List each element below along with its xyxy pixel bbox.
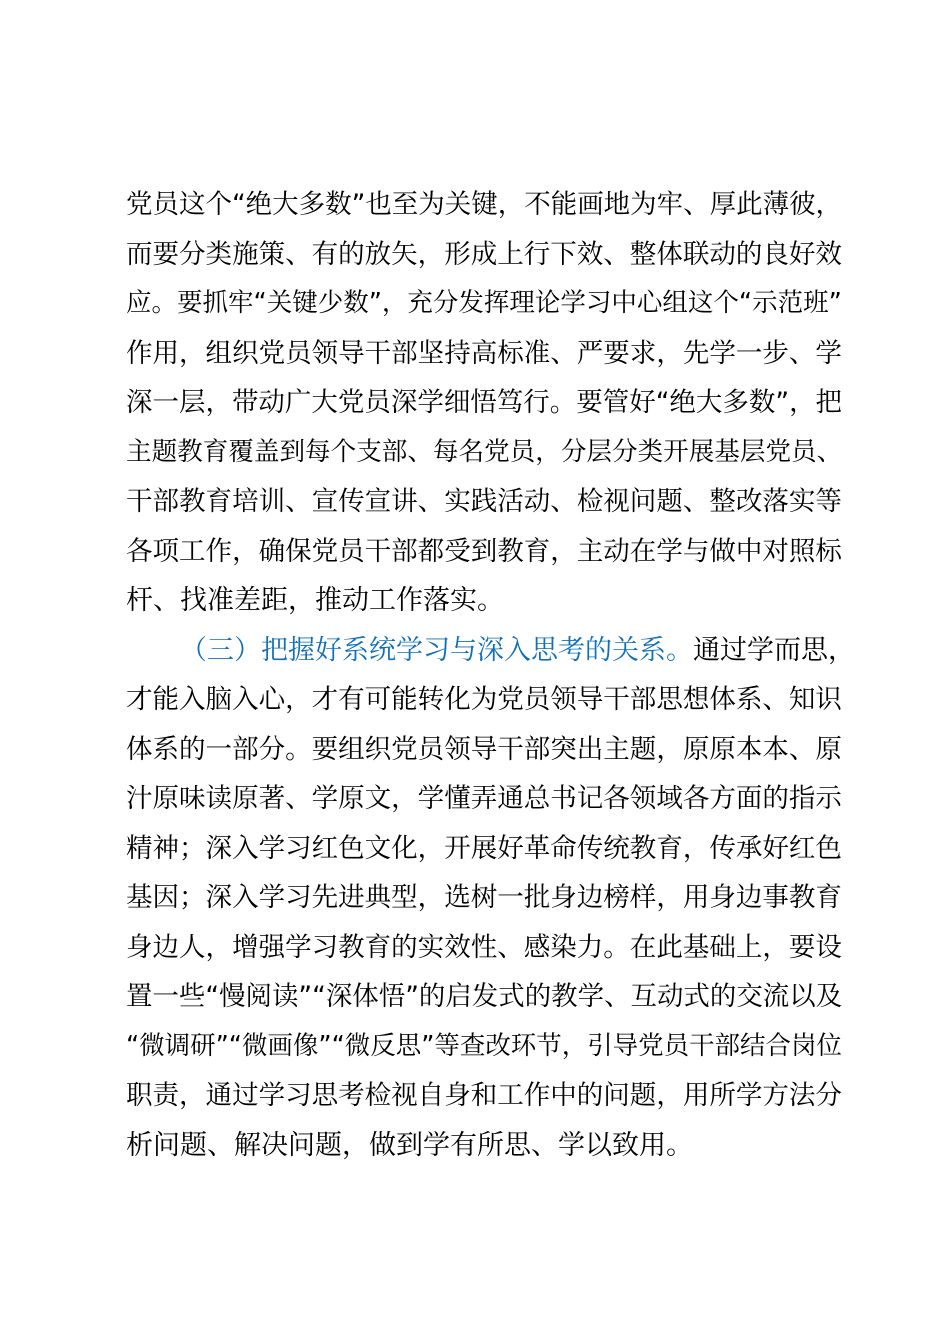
text-line: 体系的一部分。要组织党员领导干部突出主题，原原本本、原 <box>126 733 842 765</box>
text-line: 作用，组织党员领导干部坚持高标准、严要求，先学一步、学 <box>126 337 842 369</box>
text-line: 精神；深入学习红色文化，开展好革命传统教育，传承好红色 <box>126 832 842 864</box>
paragraph-2 <box>126 626 855 1171</box>
text-line: 才能入脑入心，才有可能转化为党员领导干部思想体系、知识 <box>126 684 842 715</box>
heading-line-rest: 通过学而思， <box>693 634 855 666</box>
text-line: 析问题、解决问题，做到学有所思、学以致用。 <box>126 1129 693 1161</box>
text-line: 汁原味读原著、学原文，学懂弄通总书记各领域各方面的指示 <box>126 783 842 814</box>
text-line <box>126 626 855 676</box>
text-line: 基因；深入学习先进典型，选树一批身边榜样，用身边事教育 <box>126 882 842 913</box>
text-line: 主题教育覆盖到每个支部、每名党员，分层分类开展基层党员、 <box>126 436 843 467</box>
document-body <box>126 180 855 1170</box>
text-line: 党员这个“绝大多数”也至为关键，不能画地为牢、厚此薄彼， <box>126 189 843 220</box>
text-line: 职责，通过学习思考检视自身和工作中的问题，用所学方法分 <box>126 1080 842 1111</box>
paragraph-1 <box>126 180 846 626</box>
text-line: 杆、找准差距，推动工作落实。 <box>126 585 504 616</box>
text-line: 各项工作，确保党员干部都受到教育，主动在学与做中对照标 <box>126 535 842 567</box>
section-heading: （三）把握好系统学习与深入思考的关系。 <box>180 634 693 666</box>
text-line: 深一层，带动广大党员深学细悟笃行。要管好“绝大多数”，把 <box>126 387 843 418</box>
text-line: “微调研”“微画像”“微反思”等查改环节，引导党员干部结合岗位 <box>126 1030 842 1061</box>
text-line: 置一些“慢阅读”“深体悟”的启发式的教学、互动式的交流以及 <box>126 981 843 1012</box>
text-line: 干部教育培训、宣传宣讲、实践活动、检视问题、整改落实等 <box>126 486 842 517</box>
text-line: 身边人，增强学习教育的实效性、感染力。在此基础上，要设 <box>126 931 842 963</box>
text-line: 而要分类施策、有的放矢，形成上行下效、整体联动的良好效 <box>126 238 842 270</box>
text-line: 应。要抓牢“关键少数”，充分发挥理论学习中心组这个“示范班” <box>126 288 842 318</box>
